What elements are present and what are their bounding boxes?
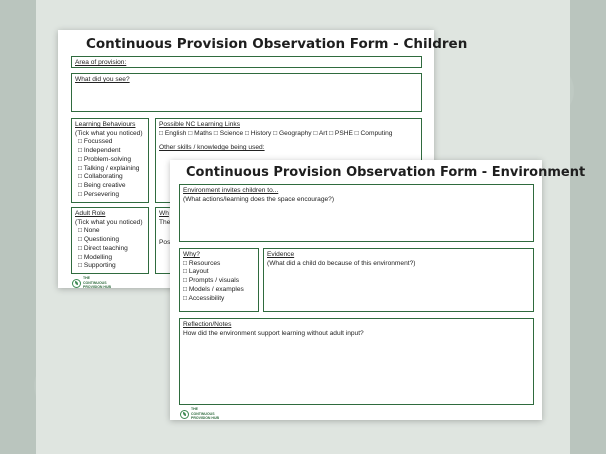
what-did-you-see-label: What did you see? <box>75 76 130 83</box>
children-form-logo <box>72 277 111 290</box>
behaviour-item: □ Collaborating <box>78 173 123 181</box>
environment-invites-box <box>179 184 534 242</box>
behaviour-item: □ Independent <box>78 147 121 155</box>
leaf-logo-icon <box>180 410 189 419</box>
learning-behaviours-box <box>71 118 149 203</box>
adult-role-box <box>71 207 149 274</box>
area-of-provision-box <box>71 56 422 68</box>
environment-invites-heading: Environment invites children to... <box>183 187 279 194</box>
behaviour-item: □ Being creative <box>78 181 126 189</box>
other-skills-label: Other skills / knowledge being used: <box>159 144 265 152</box>
why-item: □ Layout <box>183 268 209 276</box>
learning-behaviours-heading: Learning Behaviours <box>75 121 136 128</box>
environment-form-title: Continuous Provision Observation Form - Environment <box>186 165 586 180</box>
evidence-sub: (What did a child do because of this environment?) <box>267 259 416 267</box>
evidence-box <box>263 248 534 312</box>
nc-links-heading: Possible NC Learning Links <box>159 121 240 128</box>
environment-invites-sub: (What actions/learning does the space encourage?) <box>183 195 335 203</box>
behaviour-item: □ Focussed <box>78 138 113 146</box>
behaviour-item: □ Problem-solving <box>78 155 132 163</box>
why-heading: Why? <box>183 251 200 258</box>
adult-role-item: □ None <box>78 227 100 235</box>
partial-line-1: The <box>159 218 171 226</box>
logo-text: CONTINUOUS <box>83 280 107 285</box>
environment-form-sheet <box>170 160 586 420</box>
why-item: □ Prompts / visuals <box>183 277 240 285</box>
adult-role-item: □ Direct teaching <box>78 244 128 252</box>
why-item: □ Resources <box>183 259 221 267</box>
logo-text: PROVISION HUB <box>191 416 220 420</box>
behaviour-item: □ Persevering <box>78 190 119 198</box>
reflection-heading: Reflection/Notes <box>183 321 232 328</box>
nc-links-items: □ English □ Maths □ Science □ History □ Geography □ Art □ PSHE □ Computing <box>159 129 393 137</box>
adult-role-item: □ Modelling <box>78 253 113 261</box>
adult-role-item: □ Supporting <box>78 262 116 270</box>
adult-role-sub: (Tick what you noticed) <box>75 218 143 226</box>
why-item: □ Accessibility <box>183 294 225 302</box>
partial-heading: Wh <box>159 210 169 217</box>
adult-role-item: □ Questioning <box>78 236 120 244</box>
partial-line-2: Pos <box>159 239 171 247</box>
what-did-you-see-box <box>71 73 422 112</box>
why-item: □ Models / examples <box>183 285 244 293</box>
evidence-heading: Evidence <box>267 251 295 258</box>
children-form-title: Continuous Provision Observation Form - Children <box>86 36 468 52</box>
why-box <box>179 248 259 312</box>
area-of-provision-label: Area of provision: <box>75 59 127 66</box>
leaf-logo-icon <box>72 279 81 288</box>
behaviour-item: □ Talking / explaining <box>78 164 140 172</box>
logo-text: CONTINUOUS <box>191 411 215 416</box>
environment-form-logo <box>180 408 219 421</box>
reflection-sub: How did the environment support learning without adult input? <box>183 329 364 337</box>
logo-text: PROVISION HUB <box>83 285 112 289</box>
logo-text: THE <box>191 407 198 411</box>
reflection-box <box>179 318 534 405</box>
adult-role-heading: Adult Role <box>75 210 106 217</box>
logo-text: THE <box>83 276 90 280</box>
learning-behaviours-sub: (Tick what you noticed) <box>75 129 143 137</box>
